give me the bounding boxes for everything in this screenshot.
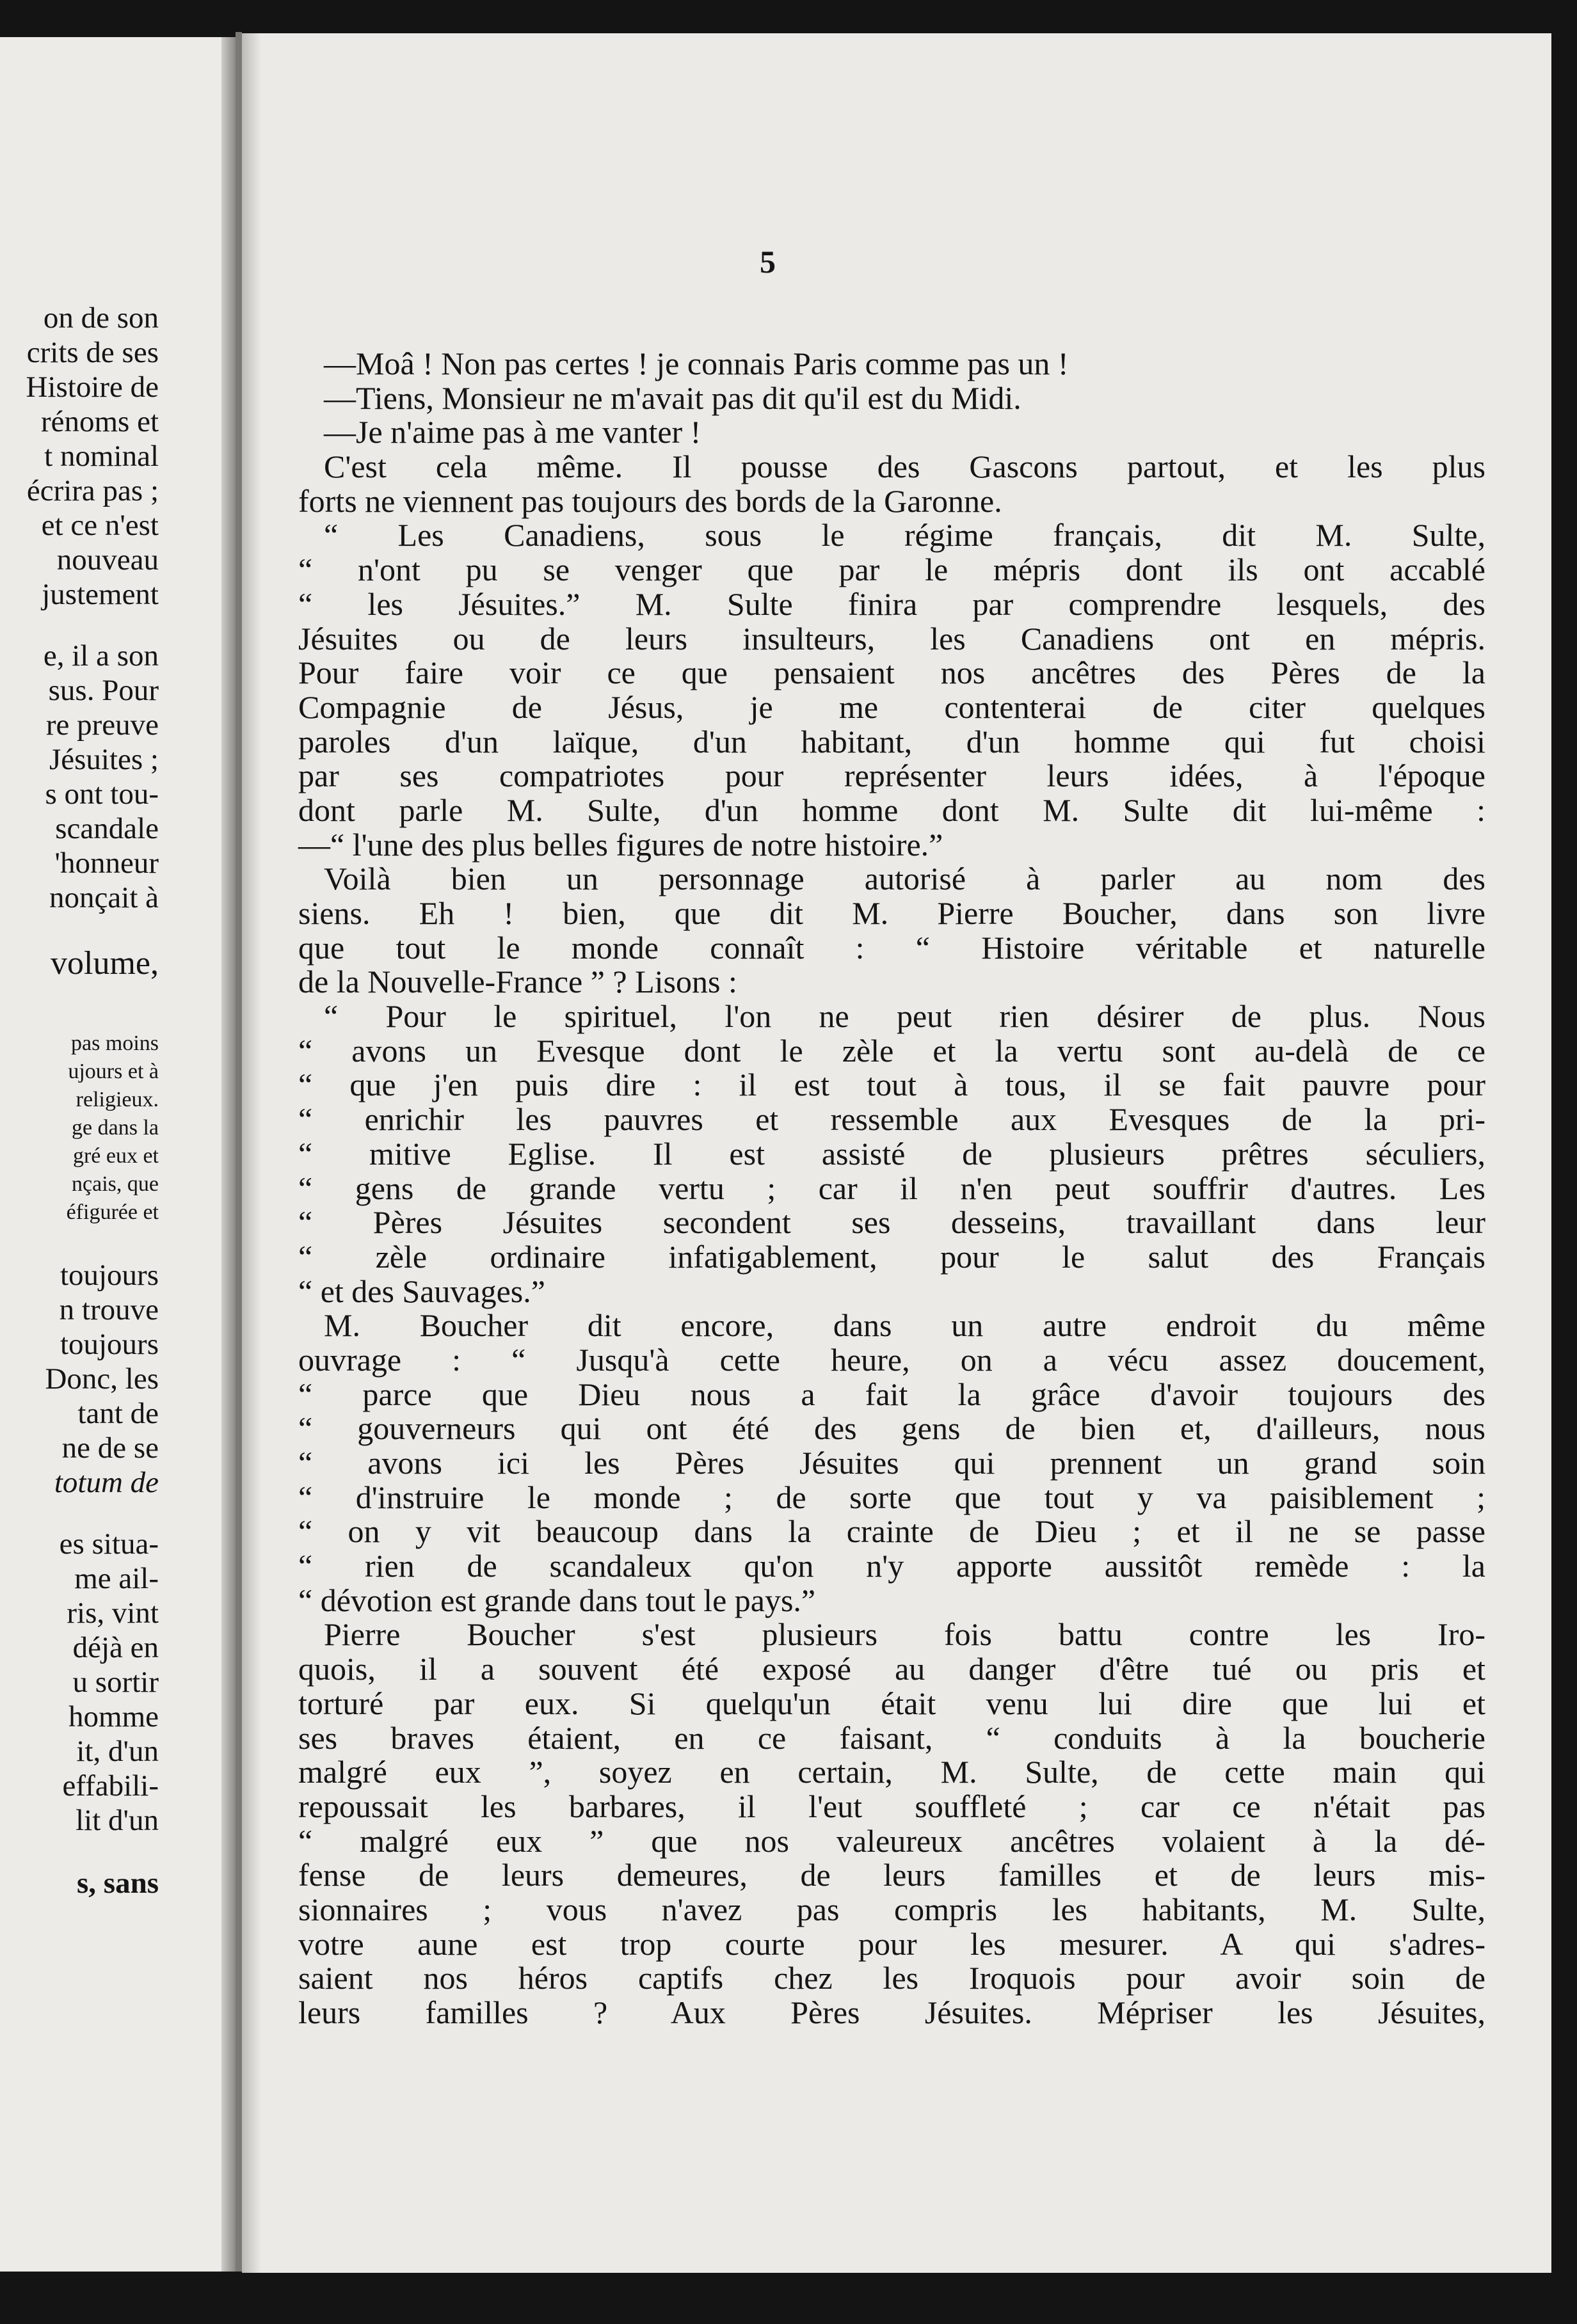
left-text-line: tant de: [77, 1397, 159, 1430]
left-text-line: Donc, les: [45, 1362, 159, 1396]
text-line: ses braves étaient, en ce faisant, “ conduits à la boucherie: [298, 1719, 1485, 1756]
quote-line: “ avons ici les Pères Jésuites qui prennent un grand soin: [298, 1445, 1485, 1481]
text-line: —“ l'une des plus belles figures de notre histoire.”: [298, 826, 943, 863]
left-text-line: justement: [42, 578, 159, 611]
text-line: paroles d'un laïque, d'un habitant, d'un homme qui fut choisi: [298, 723, 1485, 760]
left-text-line: homme: [68, 1700, 159, 1733]
text-line: saient nos héros captifs chez les Iroquois pour avoir soin de: [298, 1960, 1485, 1996]
book-spine: [236, 32, 242, 2272]
left-text-line: sus. Pour: [48, 674, 159, 707]
text-line: fense de leurs demeures, de leurs familles et de leurs mis-: [298, 1857, 1485, 1893]
text-line: malgré eux ”, soyez en certain, M. Sulte, de cette main qui: [298, 1754, 1485, 1790]
left-text-line: u sortir: [72, 1666, 159, 1699]
quote-line: “ gouverneurs qui ont été des gens de bien et, d'ailleurs, nous: [298, 1410, 1485, 1447]
left-text-line: on de son: [43, 301, 159, 335]
left-text-line: e, il a son: [43, 639, 159, 673]
text-line: Pierre Boucher s'est plusieurs fois battu contre les Iro-: [324, 1616, 1485, 1653]
text-line: Pour faire voir ce que pensaient nos ancêtres des Pères de la: [298, 655, 1485, 691]
right-page: [242, 33, 1551, 2273]
left-footnote-line: religieux.: [76, 1088, 159, 1111]
left-footnote-line: éfigurée et: [66, 1200, 159, 1224]
quote-line: “ Pour le spirituel, l'on ne peut rien désirer de plus. Nous: [324, 998, 1485, 1035]
text-line: Jésuites ou de leurs insulteurs, les Canadiens ont en mépris.: [298, 620, 1485, 657]
left-text-line: crits de ses: [26, 336, 159, 369]
left-text-line: it, d'un: [76, 1735, 159, 1768]
left-footnote-line: ge dans la: [72, 1116, 159, 1140]
quote-line: “ dévotion est grande dans tout le pays.”: [298, 1582, 816, 1618]
left-text-line: effabili-: [62, 1769, 159, 1803]
left-text-line: t nominal: [44, 440, 159, 473]
text-line: “ n'ont pu se venger que par le mépris dont ils ont accablé: [298, 552, 1485, 588]
left-text-line: nouveau: [56, 543, 159, 577]
page-number: 5: [760, 244, 776, 280]
left-text-line: ris, vint: [67, 1596, 159, 1630]
quote-line: “ enrichir les pauvres et ressemble aux Evesques de la pri-: [298, 1101, 1485, 1138]
left-footnote-line: pas moins: [71, 1031, 159, 1055]
quote-line: “ zèle ordinaire infatigablement, pour le salut des Français: [298, 1238, 1485, 1275]
left-text-line: toujours: [60, 1259, 159, 1292]
text-line: torturé par eux. Si quelqu'un était venu lui dire que lui et: [298, 1685, 1485, 1721]
left-text-line: es situa-: [59, 1527, 159, 1561]
left-text-line: n trouve: [59, 1293, 159, 1326]
left-text-line: scandale: [55, 812, 159, 845]
text-line: —Tiens, Monsieur ne m'avait pas dit qu'il est du Midi.: [324, 379, 1021, 416]
text-line: siens. Eh ! bien, que dit M. Pierre Boucher, dans son livre: [298, 895, 1485, 931]
left-text-line: lit d'un: [76, 1804, 159, 1837]
text-line: votre aune est trop courte pour les mesurer. A qui s'adres-: [298, 1925, 1485, 1962]
left-text-line: toujours: [60, 1328, 159, 1361]
left-text-line: ne de se: [61, 1431, 159, 1465]
left-text-line: écrira pas ;: [26, 474, 159, 507]
quote-line: “ on y vit beaucoup dans la crainte de Dieu ; et il ne se passe: [298, 1513, 1485, 1550]
text-line: C'est cela même. Il pousse des Gascons partout, et les plus: [324, 449, 1485, 485]
left-footnote-line: gré eux et: [72, 1144, 159, 1168]
quote-line: “ rien de scandaleux qu'on n'y apporte aussitôt remède : la: [298, 1548, 1485, 1584]
text-line: “ les Jésuites.” M. Sulte finira par comprendre lesquels, des: [298, 585, 1485, 622]
left-text-line: volume,: [51, 945, 159, 982]
quote-line: “ gens de grande vertu ; car il n'en peut souffrir d'autres. Les: [298, 1170, 1485, 1206]
quote-line: “ que j'en puis dire : il est tout à tous, il se fait pauvre pour: [298, 1067, 1485, 1103]
text-line: que tout le monde connaît : “ Histoire véritable et naturelle: [298, 929, 1485, 966]
quote-line: “ Pères Jésuites secondent ses desseins, travaillant dans leur: [298, 1204, 1485, 1241]
left-text-line: me ail-: [74, 1562, 159, 1595]
quote-line: “ et des Sauvages.”: [298, 1273, 545, 1309]
text-line: “ Les Canadiens, sous le régime français, dit M. Sulte,: [324, 517, 1485, 553]
left-footnote-line: ujours et à: [68, 1060, 159, 1083]
left-text-line: s ont tou-: [45, 777, 159, 811]
left-footnote-line: nçais, que: [72, 1172, 159, 1196]
text-line: leurs familles ? Aux Pères Jésuites. Mépriser les Jésuites,: [298, 1994, 1485, 2030]
left-text-line: Histoire de: [26, 370, 159, 404]
text-line: de la Nouvelle-France ” ? Lisons :: [298, 964, 737, 1000]
text-line: par ses compatriotes pour représenter leurs idées, à l'époque: [298, 758, 1485, 794]
text-line: “ malgré eux ” que nos valeureux ancêtres volaient à la dé-: [298, 1822, 1485, 1859]
right-page-gutter-shadow: [242, 33, 261, 2273]
left-text-line: s, sans: [76, 1866, 159, 1900]
text-line: repoussait les barbares, il l'eut souffleté ; car ce n'était pas: [298, 1788, 1485, 1824]
left-text-line: rénoms et: [40, 405, 159, 438]
left-text-line: 'honneur: [54, 847, 159, 880]
quote-line: “ parce que Dieu nous a fait la grâce d'avoir toujours des: [298, 1376, 1485, 1412]
left-text-line: Jésuites ;: [49, 743, 159, 776]
text-line: sionnaires ; vous n'avez pas compris les habitants, M. Sulte,: [298, 1891, 1485, 1927]
left-page-fragment: [0, 37, 236, 2272]
quote-line: “ d'instruire le monde ; de sorte que tout y va paisiblement ;: [298, 1479, 1485, 1515]
quote-line: “ mitive Eglise. Il est assisté de plusieurs prêtres séculiers,: [298, 1135, 1485, 1172]
left-text-line: totum de: [54, 1466, 159, 1499]
left-text-line: re preuve: [45, 708, 159, 742]
left-text-line: et ce n'est: [41, 509, 159, 542]
text-line: quois, il a souvent été exposé au danger d'être tué ou pris et: [298, 1651, 1485, 1687]
quote-line: “ avons un Evesque dont le zèle et la vertu sont au-delà de ce: [298, 1032, 1485, 1069]
text-line: ouvrage : “ Jusqu'à cette heure, on a vécu assez doucement,: [298, 1341, 1485, 1378]
text-line: —Moâ ! Non pas certes ! je connais Paris comme pas un !: [324, 346, 1069, 381]
text-line: dont parle M. Sulte, d'un homme dont M. Sulte dit lui-même :: [298, 792, 1485, 828]
left-text-line: déjà en: [72, 1631, 159, 1664]
page-body-text: [298, 347, 1485, 2030]
left-page-gutter-shadow: [221, 37, 236, 2272]
text-line: —Je n'aime pas à me vanter !: [324, 414, 701, 450]
text-line: forts ne viennent pas toujours des bords de la Garonne.: [298, 482, 1002, 519]
text-line: M. Boucher dit encore, dans un autre endroit du même: [324, 1307, 1485, 1344]
text-line: Compagnie de Jésus, je me contenterai de citer quelques: [298, 688, 1485, 725]
left-text-line: nonçait à: [49, 881, 159, 914]
text-line: Voilà bien un personnage autorisé à parler au nom des: [324, 861, 1485, 897]
